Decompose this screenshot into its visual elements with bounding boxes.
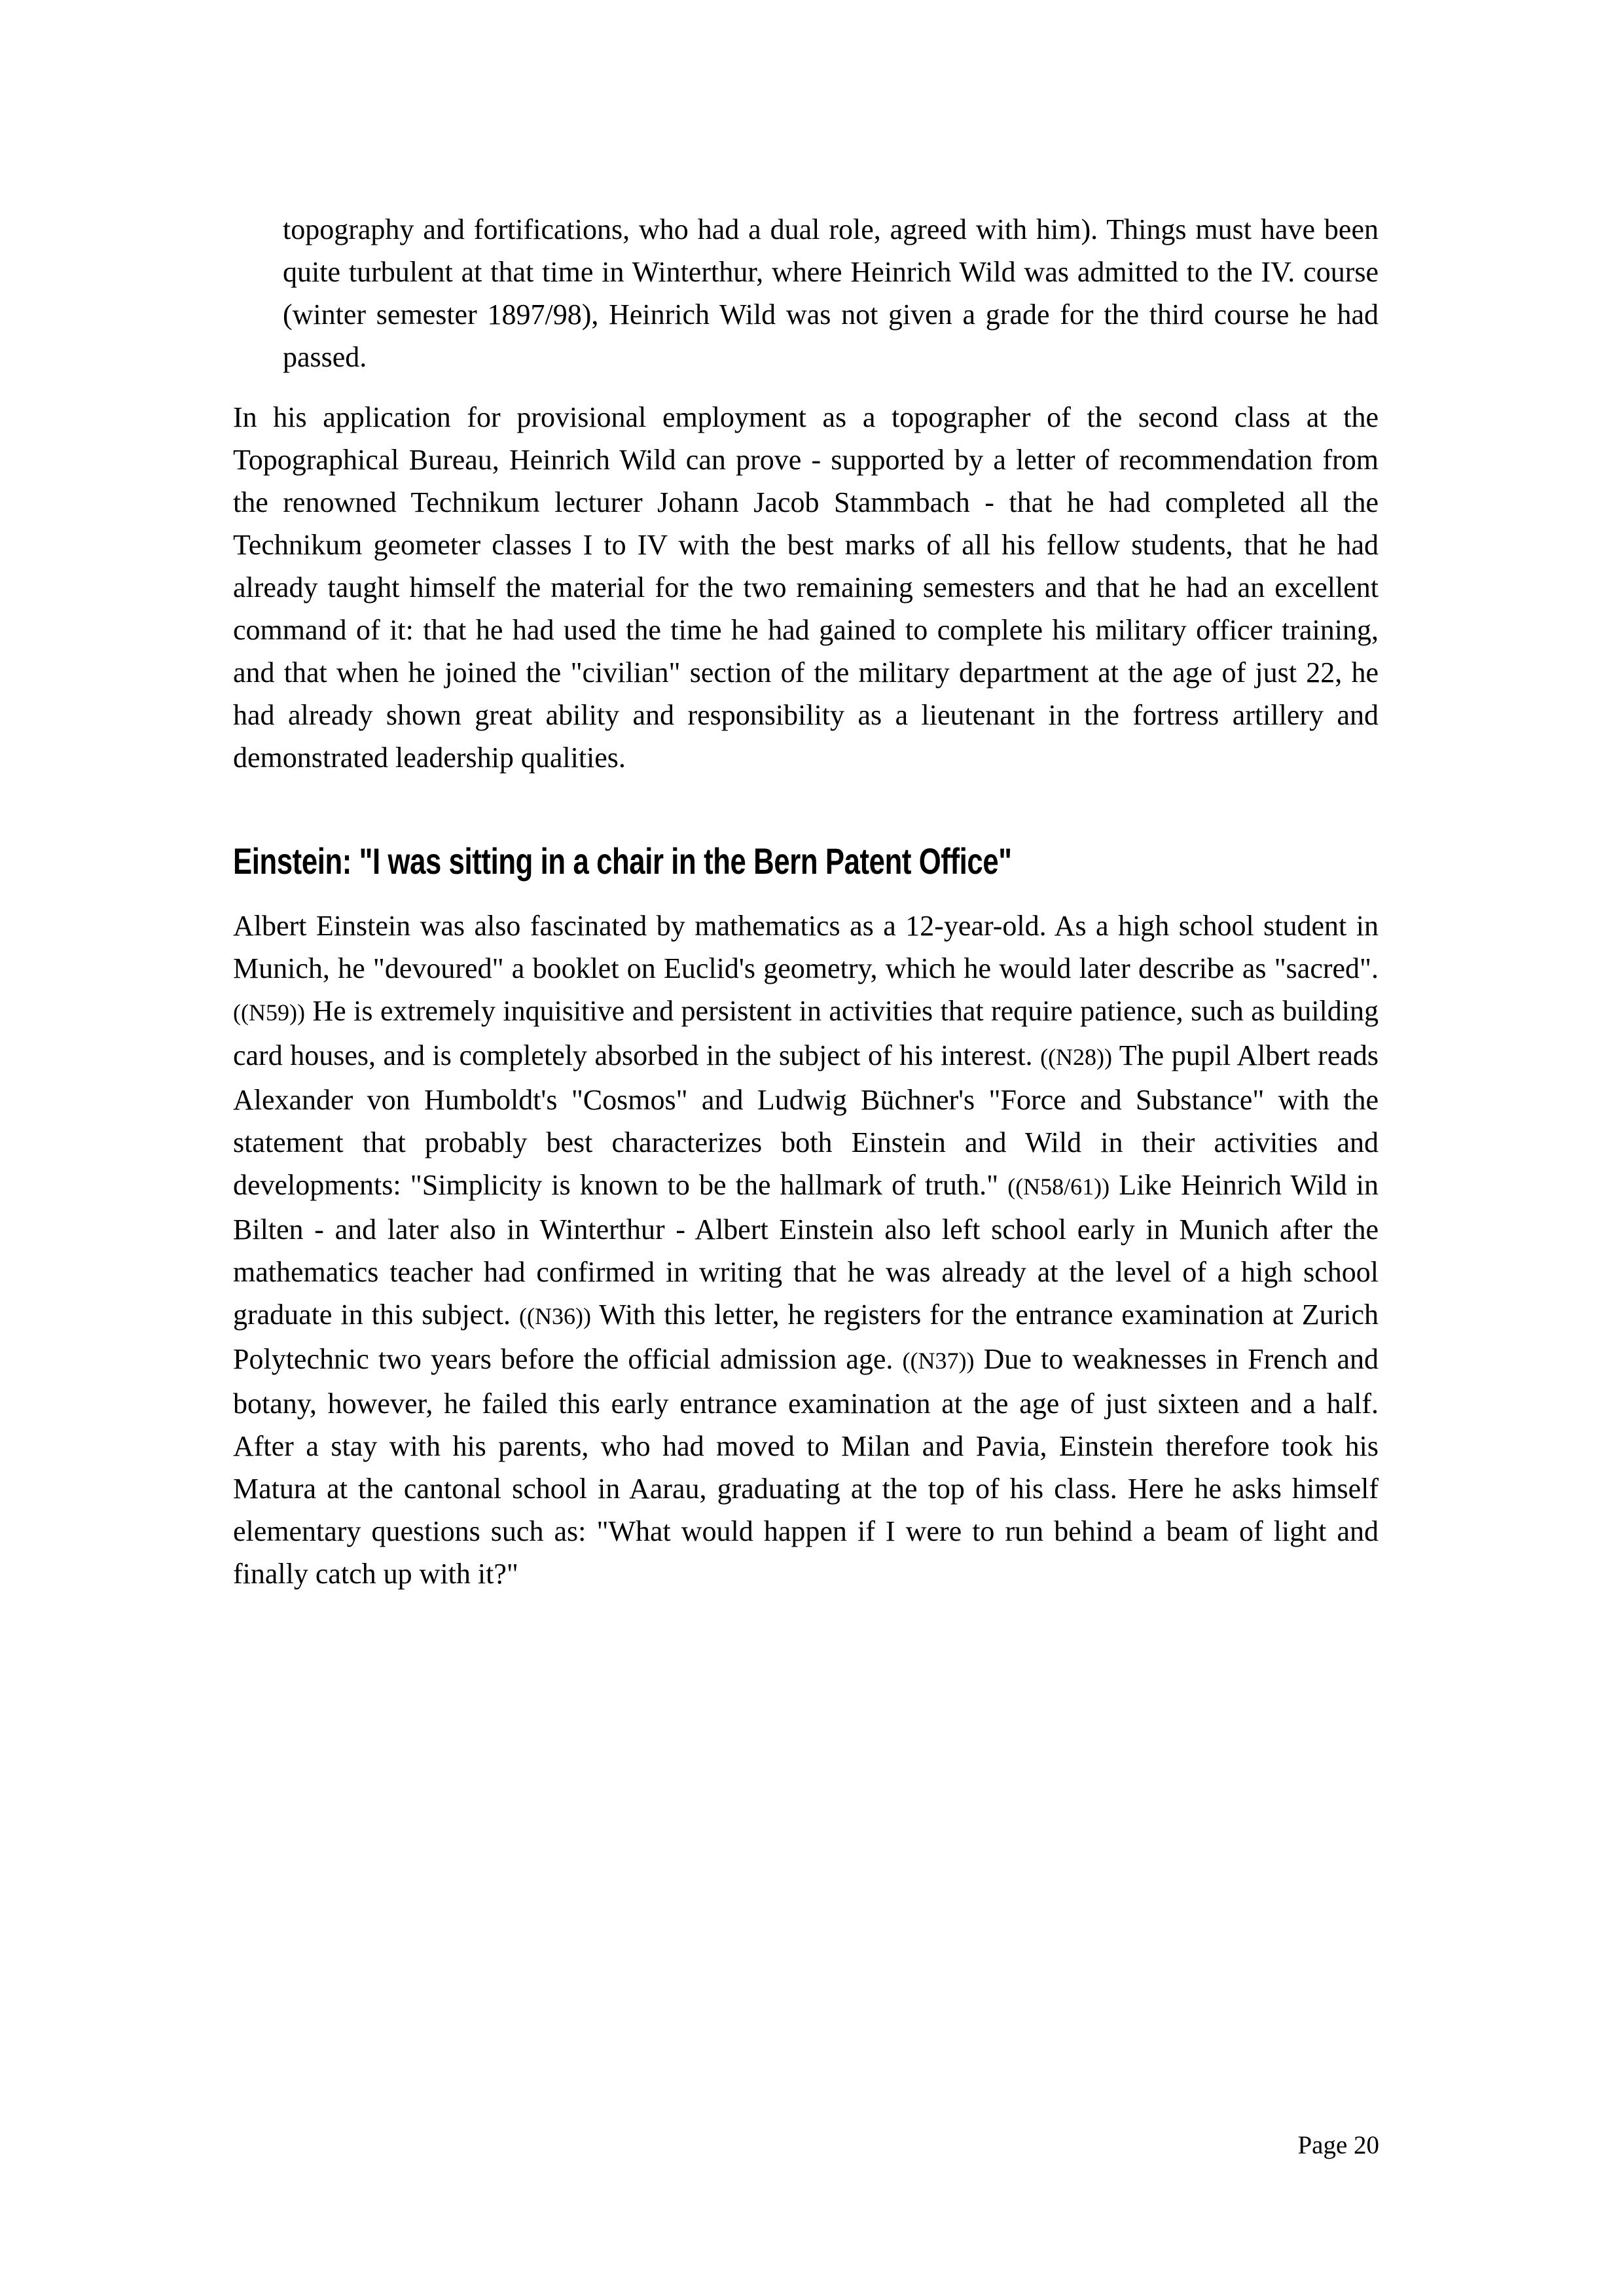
note-reference: ((N28)) <box>1040 1044 1113 1070</box>
note-reference: ((N58/61)) <box>1007 1174 1110 1200</box>
note-reference: ((N59)) <box>233 999 305 1026</box>
section-heading-text: Einstein: "I was sitting in a chair in the Bern Patent Office" <box>233 840 1012 882</box>
text-run: With this letter, he registers for the entrance examination at Zurich Polytechnic two years before the official admission age. <box>233 1299 1379 1375</box>
text-run: Like Heinrich Wild in Bilten - and later also in Winterthur - Albert Einstein also left school early in Munich after the mathematics teacher had confirmed in writing that he was already at the level of a high school graduate in this subject. <box>233 1169 1379 1331</box>
text-run: The pupil Albert reads Alexander von Humboldt's "Cosmos" and Ludwig Büchner's "Force and Substance" with the statement that probably best characterizes both Einstein and Wild in their activities and developments: "Simplicity is known to be the hallmark of truth." <box>233 1039 1379 1201</box>
note-reference: ((N37)) <box>902 1348 975 1374</box>
note-reference: ((N36)) <box>519 1303 591 1329</box>
page-number-footer: Page 20 <box>1297 2131 1379 2159</box>
page-body <box>233 208 1379 1613</box>
section-heading-einstein <box>233 838 1379 884</box>
text-run: Albert Einstein was also fascinated by mathematics as a 12-year-old. As a high school student in Munich, he "devoured" a booklet on Euclid's geometry, which he would later describe as "sacred". <box>233 910 1379 984</box>
text-run: Due to weaknesses in French and botany, however, he failed this early entrance examination at the age of just sixteen and a half. After a stay with his parents, who had moved to Milan and Pavia, Einstein therefore took his Matura at the cantonal school in Aarau, graduating at the top of his class. Here he asks himself elementary questions such as: "What would happen if I were to run behind a beam of light and finally catch up with it?" <box>233 1343 1379 1590</box>
paragraph-einstein-biography <box>233 905 1379 1595</box>
paragraph-wild-application: In his application for provisional employment as a topographer of the second class at the Topographical Bureau, Heinrich Wild can prove - supported by a letter of recommendation from the renowned Technikum lecturer Johann Jacob Stammbach - that he had completed all the Technikum geometer classes I to IV with the best marks of all his fellow students, that he had already taught himself the material for the two remaining semesters and that he had an excellent command of it: that he had used the time he had gained to complete his military officer training, and that when he joined the "civilian" section of the military department at the age of just 22, he had already shown great ability and responsibility as a lieutenant in the fortress artillery and demonstrated leadership qualities. <box>233 401 1379 774</box>
text-run: He is extremely inquisitive and persistent in activities that require patience, such as building card houses, and is completely absorbed in the subject of his interest. <box>233 995 1379 1071</box>
paragraph-winterthur-course: topography and fortifications, who had a dual role, agreed with him). Things must have been quite turbulent at that time in Winterthur, where Heinrich Wild was admitted to the IV. course (winter semester 1897/98), Heinrich Wild was not given a grade for the third course he had passed. <box>283 213 1379 373</box>
